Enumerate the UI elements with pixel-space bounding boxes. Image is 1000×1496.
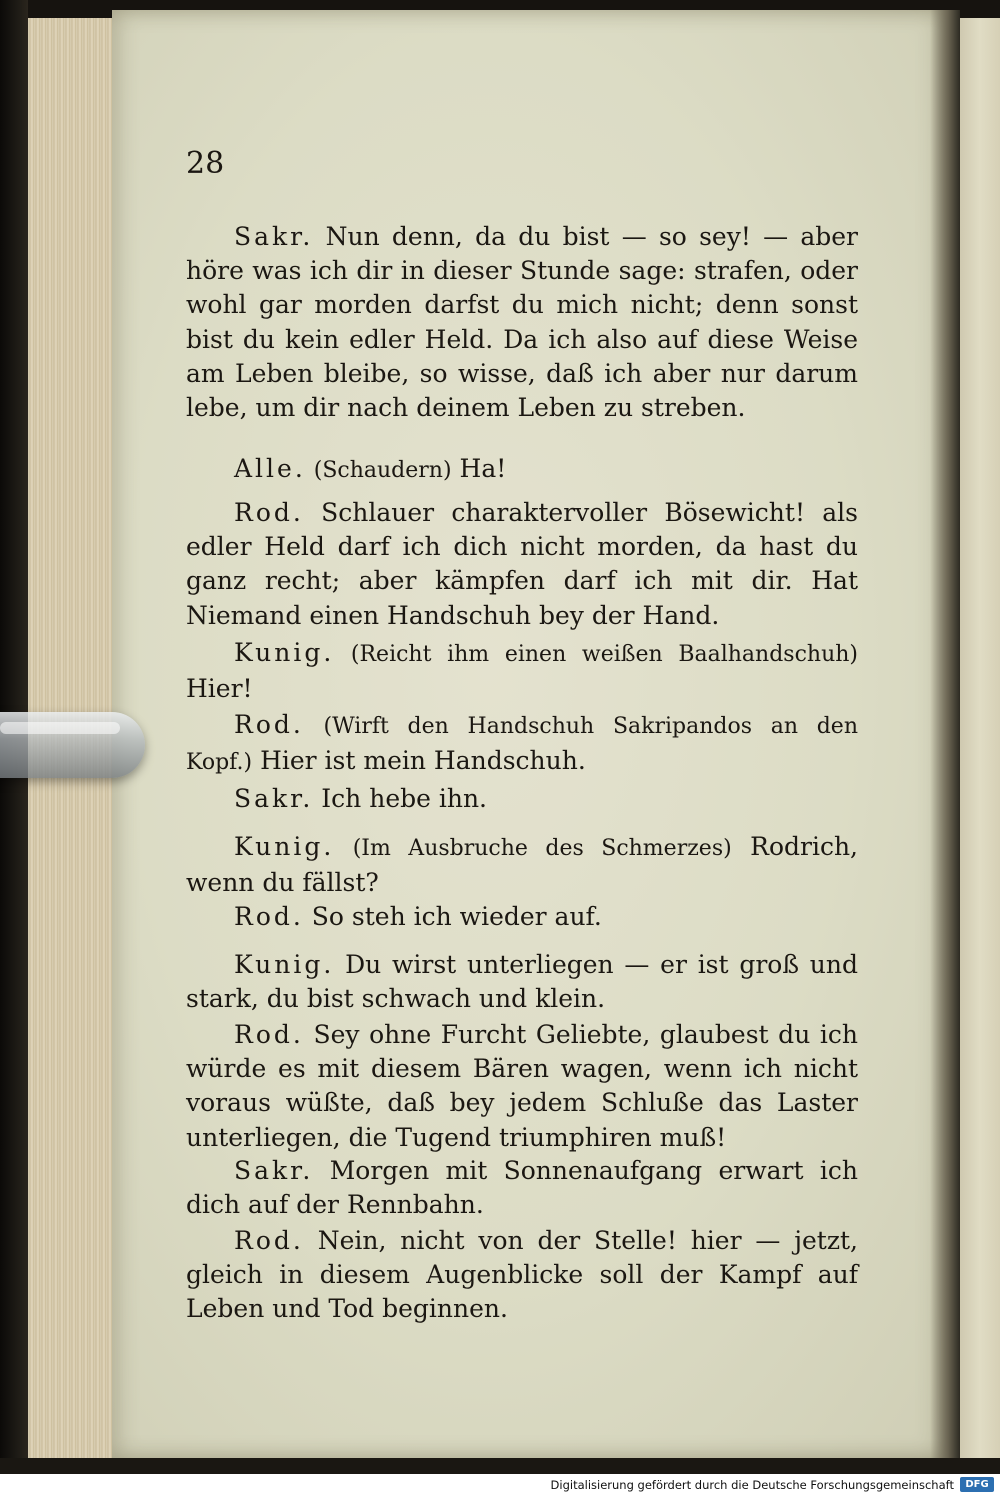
page-gutter-shadow xyxy=(930,10,960,1458)
dialogue-text: Sey ohne Furcht Geliebte, glaubest du ich würde es mit diesem Bären wagen, wenn ich nicht voraus wüßte, daß bey jedem Schluße das Laster unterliegen, die Tugend triumphiren muß! xyxy=(186,1020,859,1152)
page-number: 28 xyxy=(186,146,225,181)
stage-direction: (Im Ausbruche des Schmerzes) xyxy=(352,836,732,861)
next-page-edge xyxy=(960,18,1000,1458)
stage-direction: (Reicht ihm einen weißen Baalhandschuh) xyxy=(350,642,858,667)
dialogue-text: Morgen mit Sonnenaufgang erwart ich dich auf der Rennbahn. xyxy=(186,1156,858,1220)
paragraph xyxy=(186,708,858,780)
scan-bottom-border xyxy=(0,1458,1000,1474)
paragraph xyxy=(186,1224,858,1327)
paragraph xyxy=(186,948,858,1016)
paragraph xyxy=(186,782,858,816)
stage-direction: (Schaudern) xyxy=(313,458,452,483)
speaker-name: Alle. xyxy=(234,454,306,483)
dialogue-text: Ha! xyxy=(459,454,507,483)
dialogue-text: Hier ist mein Handschuh. xyxy=(260,746,586,776)
dialogue-text: Schlauer charaktervoller Bösewicht! als edler Held darf ich dich nicht morden, da hast du ganz recht; aber kämpfen darf ich mit dir. Hat Niemand einen Handschuh bey der Hand. xyxy=(186,498,858,630)
dialogue-text: So steh ich wieder auf. xyxy=(311,902,602,931)
speaker-name: Rod. xyxy=(234,902,304,931)
paragraph xyxy=(186,1154,858,1222)
paragraph xyxy=(186,636,858,706)
speaker-name: Rod. xyxy=(234,1020,304,1049)
paragraph xyxy=(186,496,858,633)
dialogue-text: Rodrich, wenn du fällst? xyxy=(186,832,858,898)
dialogue-text: Nun denn, da du bist — so sey! — aber höre was ich dir in dieser Stunde sage: strafen, oder wohl gar morden darfst du mich nicht; denn sonst bist du kein edler Held. Da ich also auf diese Weise am Leben bleibe, so wisse, daß ich aber nur darum lebe, um dir nach deinem Leben zu streben. xyxy=(186,222,858,423)
dialogue-text: Ich hebe ihn. xyxy=(321,784,488,813)
speaker-name: Rod. xyxy=(234,710,304,739)
speaker-name: Sakr. xyxy=(234,1156,314,1185)
speaker-name: Kunig. xyxy=(234,832,335,861)
paragraph xyxy=(186,830,858,900)
speaker-name: Rod. xyxy=(234,498,304,527)
speaker-name: Rod. xyxy=(234,1226,304,1255)
stage-direction: (Wirft den Handschuh Sakripandos an den Kopf.) xyxy=(186,714,858,776)
speaker-name: Sakr. xyxy=(234,222,314,251)
dialogue-text: Du wirst unterliegen — er ist groß und stark, du bist schwach und klein. xyxy=(186,950,859,1014)
speaker-name: Kunig. xyxy=(234,950,335,979)
paragraph xyxy=(186,900,858,934)
paragraph xyxy=(186,220,858,425)
plastic-clip xyxy=(0,712,145,778)
dialogue-text: Hier! xyxy=(186,674,253,704)
speaker-name: Kunig. xyxy=(234,638,335,667)
dialogue-text: Nein, nicht von der Stelle! hier — jetzt, gleich in diesem Augenblicke soll der Kampf auf Leben und Tod beginnen. xyxy=(186,1226,859,1324)
speaker-name: Sakr. xyxy=(234,784,314,813)
paragraph xyxy=(186,1018,858,1155)
footer-credit: Digitalisierung gefördert durch die Deutsche Forschungsgemeinschaft xyxy=(550,1478,954,1492)
paragraph xyxy=(186,452,858,488)
dfg-logo: DFG xyxy=(960,1477,994,1492)
digitization-footer xyxy=(0,1474,1000,1496)
